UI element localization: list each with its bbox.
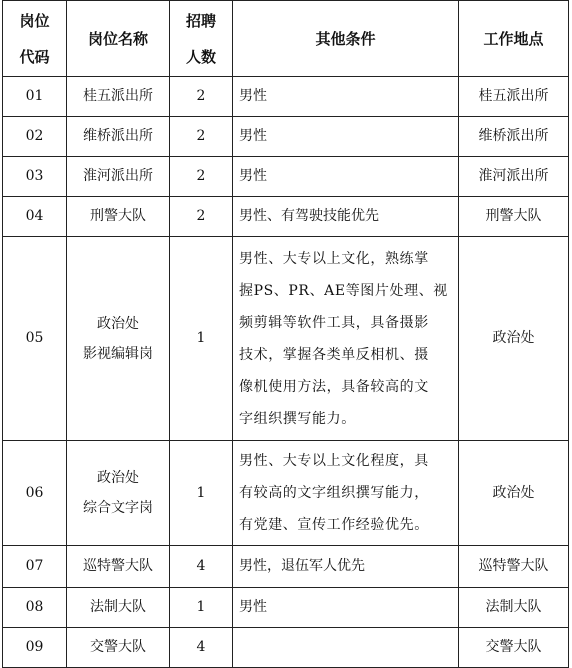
header-count: 招聘 人数 — [170, 1, 233, 77]
cell-conditions: 男性 — [233, 157, 459, 197]
cell-count: 4 — [170, 546, 233, 588]
table-row — [3, 117, 569, 157]
cell-name: 巡特警大队 — [67, 546, 170, 588]
table-row — [3, 77, 569, 117]
header-code: 岗位 代码 — [3, 1, 67, 77]
cell-location: 巡特警大队 — [459, 546, 569, 588]
table-row — [3, 237, 569, 441]
table-row — [3, 441, 569, 546]
table-row — [3, 157, 569, 197]
header-location: 工作地点 — [459, 1, 569, 77]
cell-code: 08 — [3, 588, 67, 628]
cell-count: 4 — [170, 628, 233, 668]
cell-name: 政治处 影视编辑岗 — [67, 237, 170, 441]
header-conditions: 其他条件 — [233, 1, 459, 77]
cell-conditions: 男性 — [233, 117, 459, 157]
cell-conditions: 男性 — [233, 588, 459, 628]
cell-location: 维桥派出所 — [459, 117, 569, 157]
cell-location: 刑警大队 — [459, 197, 569, 237]
cell-name: 淮河派出所 — [67, 157, 170, 197]
table-row — [3, 628, 569, 668]
cell-code: 07 — [3, 546, 67, 588]
cell-code: 03 — [3, 157, 67, 197]
cell-count: 1 — [170, 588, 233, 628]
cell-name: 刑警大队 — [67, 197, 170, 237]
cell-name: 法制大队 — [67, 588, 170, 628]
cell-conditions: 男性 — [233, 77, 459, 117]
cell-name: 桂五派出所 — [67, 77, 170, 117]
cell-location: 桂五派出所 — [459, 77, 569, 117]
cell-code: 02 — [3, 117, 67, 157]
cell-code: 09 — [3, 628, 67, 668]
cell-conditions: 男性、大专以上文化，熟练掌 握PS、PR、AE等图片处理、视 频剪辑等软件工具，具备摄影 技术，掌握各类单反相机、摄 像机使用方法，具备较高的文 字组织撰写能力。 — [233, 237, 459, 441]
cell-conditions: 男性、有驾驶技能优先 — [233, 197, 459, 237]
cell-code: 05 — [3, 237, 67, 441]
table-row — [3, 588, 569, 628]
cell-count: 2 — [170, 117, 233, 157]
table-row — [3, 197, 569, 237]
cell-location: 政治处 — [459, 441, 569, 546]
cell-count: 2 — [170, 197, 233, 237]
header-row — [3, 1, 569, 77]
cell-name: 维桥派出所 — [67, 117, 170, 157]
cell-code: 01 — [3, 77, 67, 117]
cell-location: 淮河派出所 — [459, 157, 569, 197]
cell-name: 政治处 综合文字岗 — [67, 441, 170, 546]
cell-count: 2 — [170, 157, 233, 197]
cell-location: 法制大队 — [459, 588, 569, 628]
cell-location: 交警大队 — [459, 628, 569, 668]
cell-conditions: 男性、大专以上文化程度，具 有较高的文字组织撰写能力， 有党建、宣传工作经验优先。 — [233, 441, 459, 546]
cell-location: 政治处 — [459, 237, 569, 441]
cell-code: 06 — [3, 441, 67, 546]
cell-name: 交警大队 — [67, 628, 170, 668]
cell-code: 04 — [3, 197, 67, 237]
table-row — [3, 546, 569, 588]
header-name: 岗位名称 — [67, 1, 170, 77]
cell-count: 2 — [170, 77, 233, 117]
cell-count: 1 — [170, 237, 233, 441]
cell-conditions — [233, 628, 459, 668]
recruitment-table — [2, 0, 569, 668]
cell-conditions: 男性，退伍军人优先 — [233, 546, 459, 588]
cell-count: 1 — [170, 441, 233, 546]
